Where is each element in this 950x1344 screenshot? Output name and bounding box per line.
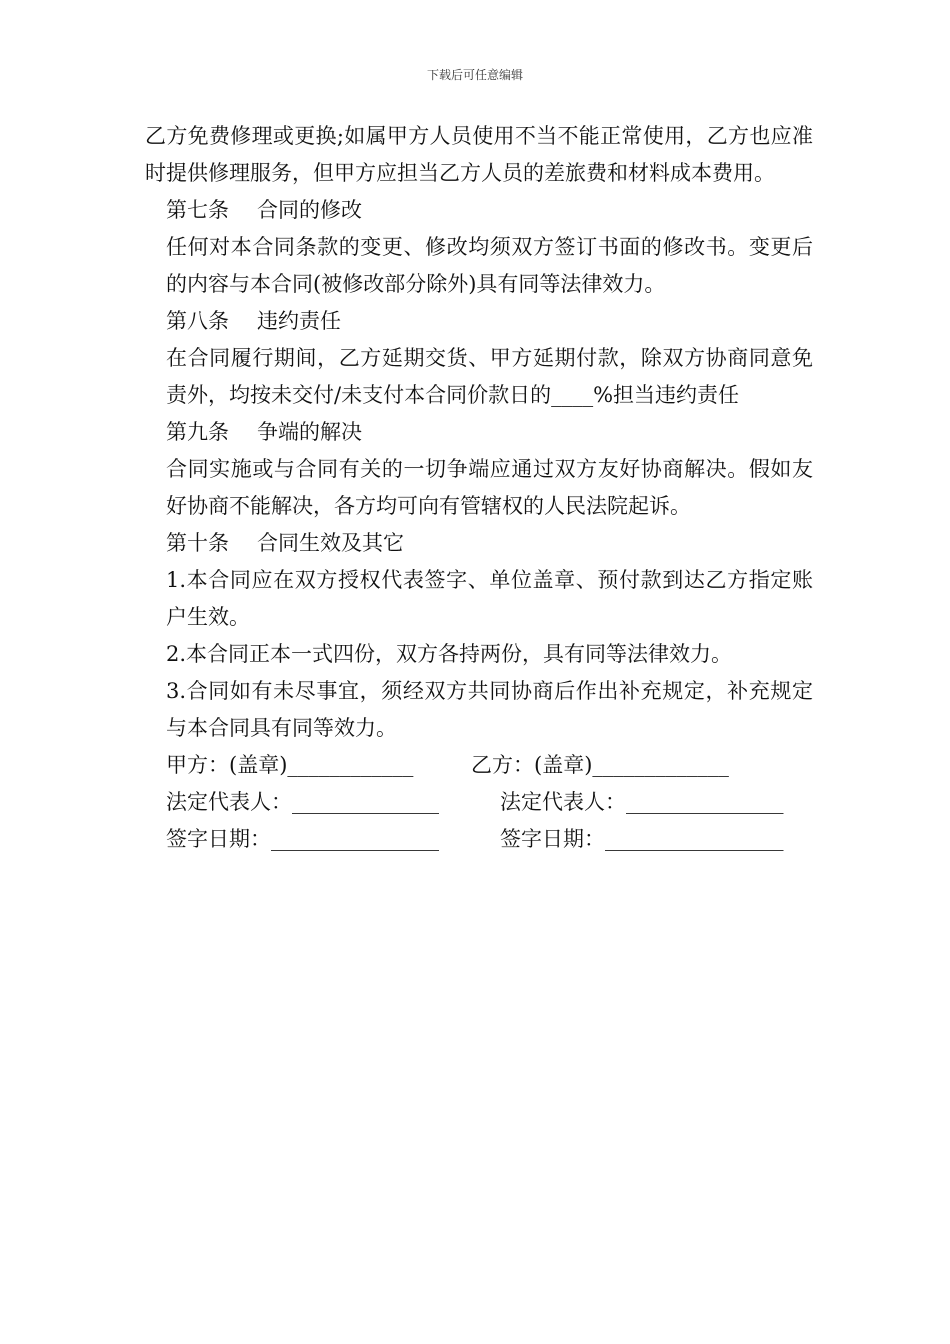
article-title: 争端的解决 bbox=[257, 420, 362, 444]
article-number: 第八条 bbox=[166, 309, 229, 333]
article-number: 第九条 bbox=[166, 420, 229, 444]
article-10-item-3: 3.合同如有未尽事宜，须经双方共同协商后作出补充规定，补充规定与本合同具有同等效力。 bbox=[166, 679, 813, 740]
signature-row-seal bbox=[145, 747, 813, 784]
article-10-heading bbox=[145, 525, 813, 562]
party-b-seal-field[interactable]: 乙方：(盖章)_____________ bbox=[471, 753, 729, 777]
article-7-heading bbox=[145, 192, 813, 229]
party-a-seal-field[interactable]: 甲方：(盖章)____________ bbox=[166, 753, 414, 777]
party-a-representative-field[interactable]: 法定代表人：______________ bbox=[166, 790, 439, 814]
article-10-item-1: 1.本合同应在双方授权代表签字、单位盖章、预付款到达乙方指定账户生效。 bbox=[166, 568, 813, 629]
article-title: 合同生效及其它 bbox=[257, 531, 404, 555]
article-title: 违约责任 bbox=[257, 309, 341, 333]
article-number: 第七条 bbox=[166, 198, 229, 222]
article-number: 第十条 bbox=[166, 531, 229, 555]
paragraph-continuation: 乙方免费修理或更换;如属甲方人员使用不当不能正常使用，乙方也应准时提供修理服务，但甲方应担当乙方人员的差旅费和材料成本费用。 bbox=[145, 124, 813, 185]
party-b-date-field[interactable]: 签字日期：_________________ bbox=[500, 827, 784, 851]
article-7-text: 任何对本合同条款的变更、修改均须双方签订书面的修改书。变更后的内容与本合同(被修改部分除外)具有同等法律效力。 bbox=[166, 235, 813, 296]
article-title: 合同的修改 bbox=[257, 198, 362, 222]
party-b-representative-field[interactable]: 法定代表人：_______________ bbox=[500, 790, 784, 814]
article-9-text: 合同实施或与合同有关的一切争端应通过双方友好协商解决。假如友好协商不能解决，各方均可向有管辖权的人民法院起诉。 bbox=[166, 457, 813, 518]
article-10-item-2: 2.本合同正本一式四份，双方各持两份，具有同等法律效力。 bbox=[166, 642, 733, 666]
article-8-text: 在合同履行期间，乙方延期交货、甲方延期付款，除双方协商同意免责外，均按未交付/未支付本合同价款日的____%担当违约责任 bbox=[166, 346, 813, 407]
document-body bbox=[145, 118, 813, 858]
party-a-date-field[interactable]: 签字日期：________________ bbox=[166, 827, 439, 851]
signature-row-representative bbox=[145, 784, 813, 821]
article-8-heading bbox=[145, 303, 813, 340]
article-9-heading bbox=[145, 414, 813, 451]
signature-row-date bbox=[145, 821, 813, 858]
page-header: 下载后可任意编辑 bbox=[426, 68, 523, 82]
